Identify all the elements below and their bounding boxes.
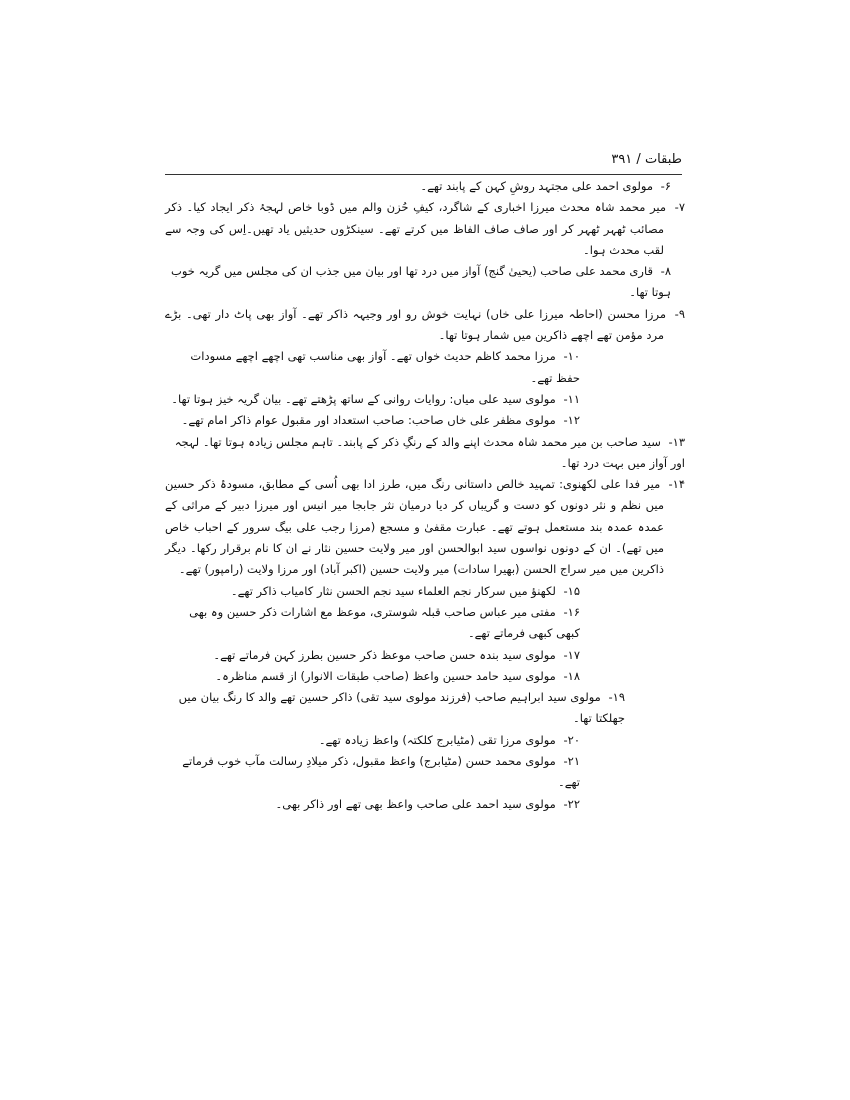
list-item: ۶- مولوی احمد علی مجتہد روشِ کہن کے پابند تھے۔	[420, 179, 671, 193]
list-item: ۲۱- مولوی محمد حسن (مٹیابرج) واعظ مقبول، ذکر میلادِ رسالت مآب خوب فرماتے تھے۔	[182, 754, 580, 790]
entry-list	[165, 176, 685, 815]
list-item: ۱۴- میر فدا علی لکھنوی: تمہید خالص داستانی رنگ میں، طرز ادا بھی اُسی کے مطابق، مسودۂ ذکر حسین میں نظم و نثر دونوں کو دست و گریباں کر دیا درمیان نثر جابجا میر انیس اور میرزا دبیر کے مراثی کے عمدہ عمدہ بند مستعمل ہوتے تھے۔ عبارت مقفیٰ و مسجع (مرزا رجب علی بیگ سرور کے احباب خاص میں تھے)۔ ان کے دونوں نواسوں سید ابوالحسن اور میر ولایت حسین نثار نے ان کا نام برقرار رکھا۔ دیگر ذاکرین میں میر سراج الحسن (بھیرا سادات) میر ولایت حسین (اکبر آباد) اور مرزا ولایت (رامپور) تھے۔	[165, 477, 685, 577]
list-item: ۱۳- سید صاحب بن میر محمد شاہ محدث اپنے والد کے رنگِ ذکر کے پابند۔ تاہم مجلس زیادہ ہوتا تھا۔ لہجہ اور آواز میں بہت درد تھا۔	[174, 434, 685, 470]
list-item: ۱۷- مولوی سید بندہ حسن صاحب موعظ ذکر حسین بطرز کہن فرماتے تھے۔	[213, 647, 580, 662]
list-item: ۷- میر محمد شاہ محدث میرزا اخباری کے شاگرد، کیفِ حُزن والم میں ڈوبا خاص لہجۂ ذکر ایجاد کیا۔ ذکر مصائب ٹھہر ٹھہر کر اور صاف صاف الفاظ میں کرتے تھے۔ سینکڑوں حدیثیں یاد تھیں۔اِس کی وجہ سے لقب محدث ہوا۔	[165, 200, 686, 257]
list-item: ۲۲- مولوی سید احمد علی صاحب واعظ بھی تھے اور ذاکر بھی۔	[275, 796, 580, 811]
list-item: ۱۲- مولوی مظفر علی خاں صاحب: صاحب استعداد اور مقبول عوام ذاکر امام تھے۔	[181, 413, 580, 428]
list-item: ۱۸- مولوی سید حامد حسین واعظ (صاحب طبقات الانوار) از قسم مناظرہ۔	[215, 668, 580, 683]
running-head: طبقات / ۳۹۱	[611, 152, 682, 167]
page-header	[165, 148, 682, 175]
list-item: ۱۹- مولوی سید ابراہیم صاحب (فرزند مولوی سید تقی) ذاکر حسین تھے والد کا رنگ بیان میں جھلکتا تھا۔	[178, 690, 625, 726]
list-item: ۱۱- مولوی سید علی میاں: روایات روانی کے ساتھ پڑھتے تھے۔ بیان گریہ خیز ہوتا تھا۔	[171, 391, 580, 406]
list-item: ۱۵- لکھنؤ میں سرکار نجم العلماء سید نجم الحسن نثار کامیاب ذاکر تھے۔	[230, 583, 580, 598]
list-item: ۲۰- مولوی مرزا تقی (مٹیابرج کلکتہ) واعظ زیادہ تھے۔	[318, 732, 580, 747]
list-item: ۹- مرزا محسن (احاطہ میرزا علی خاں) نہایت خوش رو اور وجیہہ ذاکر تھے۔ آواز بھی پاٹ دار تھی۔ بڑے مرد مؤمن تھے اچھے ذاکرین میں شمار ہوتا تھا۔	[165, 306, 686, 343]
list-item: ۱۶- مفتی میر عباس صاحب قبلہ شوستری، موعظ مع اشارات ذکر حسین وہ بھی کبھی کبھی فرماتے تھے۔	[189, 604, 580, 641]
list-item: ۸- قاری محمد علی صاحب (یحییٰ گنج) آواز میں درد تھا اور بیان میں جذب ان کی مجلس میں گریہ خوب ہوتا تھا۔	[171, 264, 671, 300]
list-item: ۱۰- مرزا محمد کاظم حدیث خواں تھے۔ آواز بھی مناسب تھی اچھے اچھے مسودات حفظ تھے۔	[190, 349, 580, 385]
